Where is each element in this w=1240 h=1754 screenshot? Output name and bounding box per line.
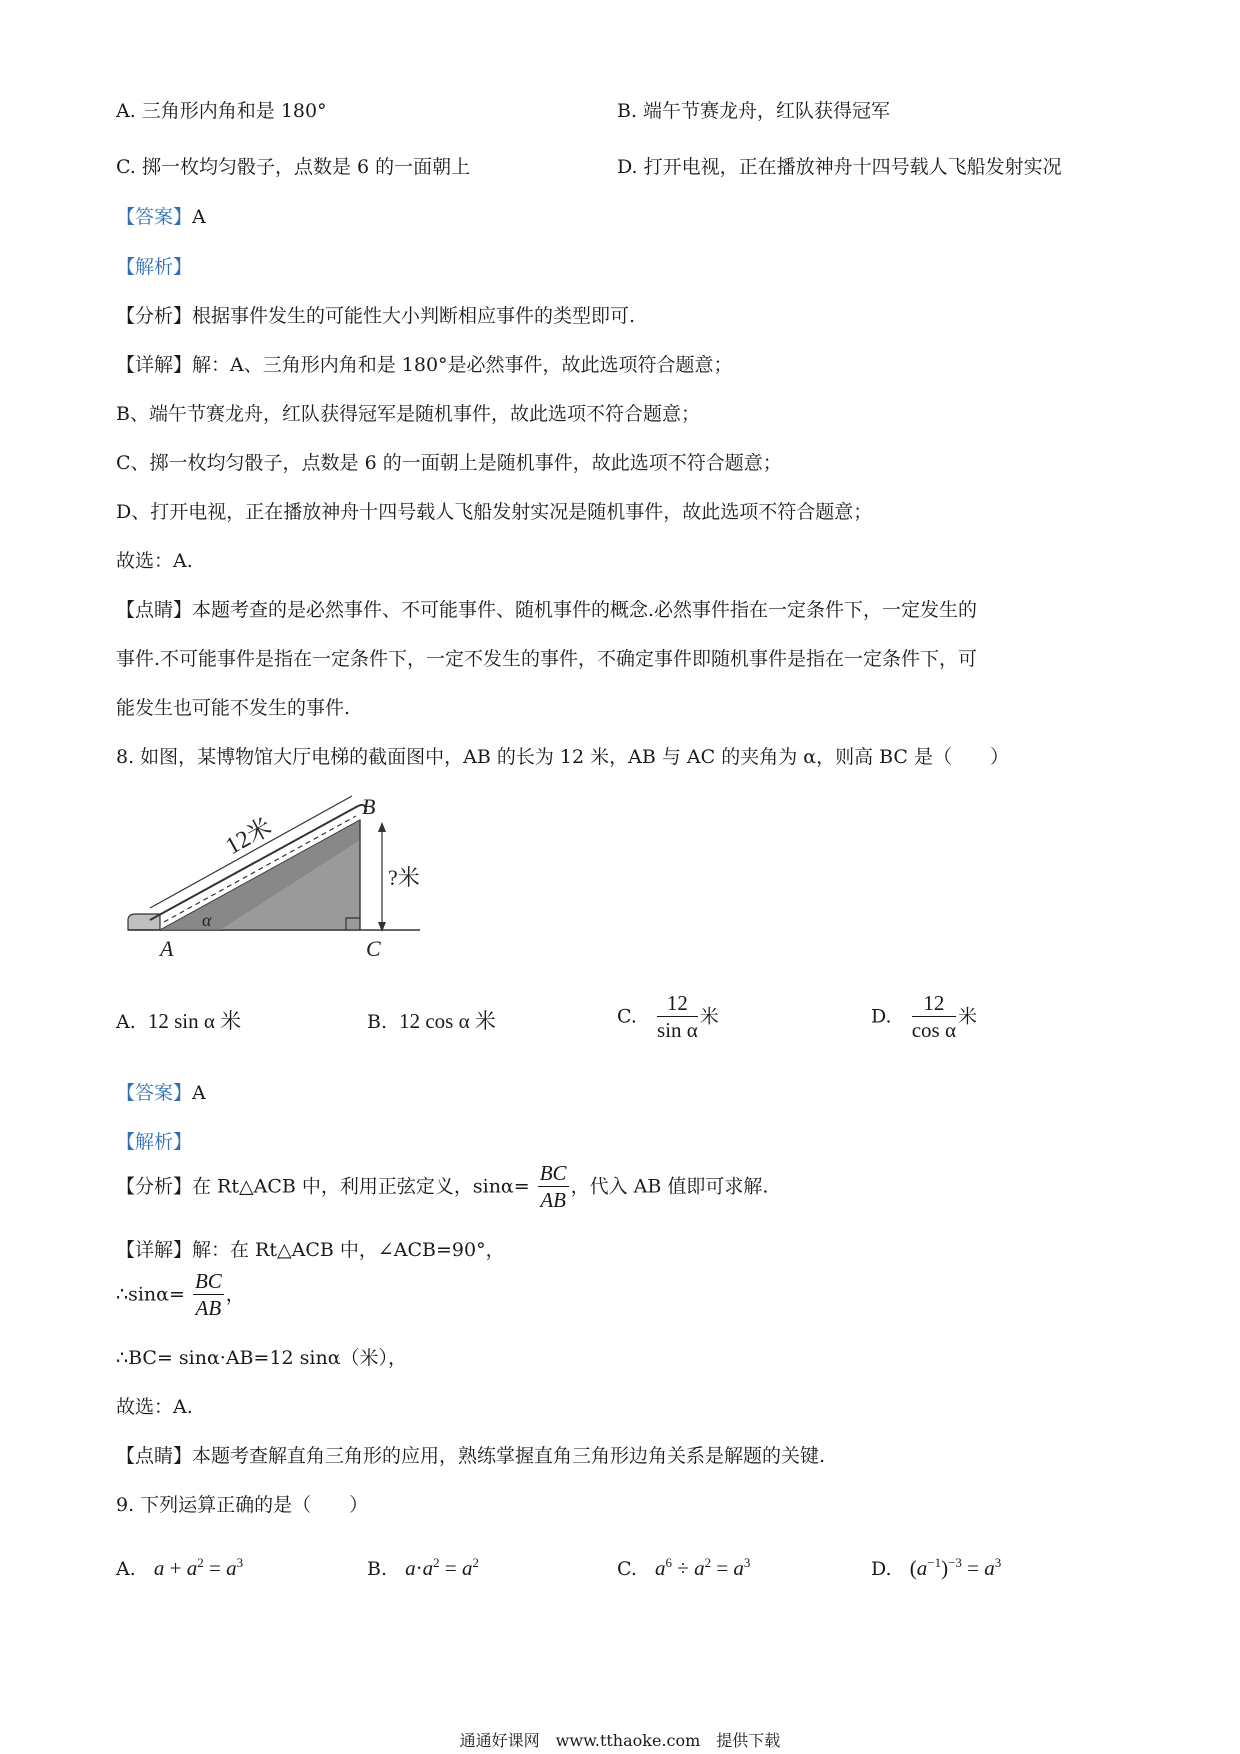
option-text: 12 cos α 米 — [399, 1009, 496, 1033]
q7-conclusion: 故选：A. — [116, 550, 193, 572]
q8-jiexi-tag: 【解析】 — [116, 1131, 193, 1153]
fraction-denominator: AB — [540, 1188, 566, 1212]
angle-alpha-label: α — [202, 910, 212, 930]
option-letter: C. — [617, 1005, 637, 1028]
q8-xiangjie — [116, 1237, 505, 1263]
sine-fraction — [538, 1160, 569, 1213]
fenxi-text-post: ，代入 AB 值即可求解. — [570, 1175, 769, 1198]
q9-stem: 9. 下列运算正确的是（ ） — [116, 1494, 369, 1516]
page-footer: 通通好课网 www.tthaoke.com 提供下载 — [459, 1731, 781, 1750]
option-letter: D. — [871, 1005, 892, 1028]
q8-stem: 8. 如图，某博物馆大厅电梯的截面图中，AB 的长为 12 米，AB 与 AC 的夹角为 α，则高 BC 是（ ） — [116, 746, 1010, 768]
q7-line-b: B、端午节赛龙舟，红队获得冠军是随机事件，故此选项不符合题意； — [116, 403, 700, 425]
fraction-denominator: cos α — [911, 1018, 956, 1042]
length-label: 12米 — [221, 814, 277, 861]
option-formula: $a^6 \div a^2 = a^3$ — [655, 1555, 751, 1580]
step-text-post: ， — [225, 1283, 245, 1306]
escalator-figure — [120, 780, 430, 965]
fenxi-tag: 【分析】 — [116, 1175, 193, 1198]
q8-option-a — [116, 1008, 241, 1035]
dianjing-tag: 【点睛】 — [116, 599, 193, 621]
dianjing-text: 本题考查解直角三角形的应用，熟练掌握直角三角形边角关系是解题的关键. — [192, 1445, 826, 1467]
option-letter: A. — [116, 1558, 136, 1580]
q7-jiexi-tag: 【解析】 — [116, 256, 193, 278]
fraction-numerator: 12 — [912, 990, 956, 1017]
fenxi-text: 根据事件发生的可能性大小判断相应事件的类型即可. — [192, 305, 636, 327]
fraction-numerator: BC — [539, 1161, 567, 1185]
fraction-denominator: sin α — [657, 1018, 698, 1042]
option-letter: C. — [617, 1558, 637, 1580]
q8-step-1 — [116, 1268, 245, 1321]
fraction-numerator: BC — [194, 1269, 222, 1293]
option-letter: A. — [116, 1011, 136, 1033]
answer-tag: 【答案】 — [116, 206, 193, 228]
dianjing-tag: 【点睛】 — [116, 1445, 193, 1467]
xiangjie-tag: 【详解】 — [116, 1239, 193, 1261]
option-formula: $a + a^2 = a^3$ — [153, 1555, 244, 1580]
point-c-label: C — [366, 936, 381, 961]
fraction-denominator: AB — [195, 1296, 222, 1320]
q8-step-2: ∴BC= sinα·AB=12 sinα（米）， — [116, 1347, 408, 1369]
option-fraction — [912, 990, 956, 1043]
option-letter: D. — [871, 1558, 892, 1580]
point-a-label: A — [160, 936, 174, 961]
point-b-label: B — [362, 794, 376, 819]
q9-option-a — [116, 1550, 243, 1582]
q8-option-d — [871, 990, 977, 1043]
q7-line-d: D、打开电视，正在播放神舟十四号载人飞船发射实况是随机事件，故此选项不符合题意； — [116, 501, 873, 523]
q8-fenxi — [116, 1160, 768, 1213]
q7-option-c: C. 掷一枚均匀骰子，点数是 6 的一面朝上 — [116, 156, 471, 178]
option-unit: 米 — [957, 1005, 977, 1028]
fenxi-text-pre: 在 Rt△ACB 中，利用正弦定义，sinα= — [192, 1175, 530, 1198]
option-formula: $a\cdot a^2 = a^2$ — [405, 1555, 479, 1580]
fraction-numerator: 12 — [657, 990, 698, 1017]
q9-option-b — [367, 1550, 479, 1582]
q7-option-a: A. 三角形内角和是 180° — [116, 100, 327, 122]
q7-answer — [116, 204, 206, 230]
step-text-pre: ∴sinα= — [116, 1283, 185, 1306]
q7-option-b: B. 端午节赛龙舟，红队获得冠军 — [617, 100, 891, 122]
q9-option-d — [871, 1550, 1001, 1582]
option-letter: B. — [367, 1558, 388, 1580]
xiangjie-tag: 【详解】 — [116, 354, 193, 376]
answer-value: A — [192, 206, 206, 228]
q7-option-d: D. 打开电视，正在播放神舟十四号载人飞船发射实况 — [617, 156, 1062, 178]
q8-option-b — [367, 1008, 496, 1035]
option-text: 12 sin α 米 — [147, 1009, 242, 1033]
dianjing-text: 本题考查的是必然事件、不可能事件、随机事件的概念.必然事件指在一定条件下，一定发生的 — [192, 599, 978, 621]
q7-line-c: C、掷一枚均匀骰子，点数是 6 的一面朝上是随机事件，故此选项不符合题意； — [116, 452, 782, 474]
option-letter: B. — [367, 1011, 388, 1033]
xiangjie-text: 解：在 Rt△ACB 中，∠ACB=90°， — [192, 1239, 505, 1261]
height-arrow-top — [378, 822, 386, 832]
option-formula: $(a^{-1})^{-3} = a^3$ — [909, 1555, 1002, 1580]
q8-answer — [116, 1080, 206, 1106]
answer-value: A — [192, 1082, 206, 1104]
q7-dianjing-2: 事件.不可能事件是指在一定条件下，一定不发生的事件，不确定事件即随机事件是指在一定条件下，可 — [116, 648, 978, 670]
fenxi-tag: 【分析】 — [116, 305, 193, 327]
q7-dianjing-3: 能发生也可能不发生的事件. — [116, 697, 351, 719]
q7-fenxi — [116, 303, 635, 329]
answer-tag: 【答案】 — [116, 1082, 193, 1104]
q8-option-c — [617, 990, 719, 1043]
xiangjie-text: 解：A、三角形内角和是 180°是必然事件，故此选项符合题意； — [192, 354, 733, 376]
q8-conclusion: 故选：A. — [116, 1396, 193, 1418]
option-unit: 米 — [699, 1005, 719, 1028]
q7-xiangjie — [116, 352, 733, 378]
q9-option-c — [617, 1550, 750, 1582]
height-label: ?米 — [388, 865, 420, 890]
sine-fraction — [193, 1268, 224, 1321]
q8-dianjing — [116, 1443, 825, 1469]
q7-dianjing-1 — [116, 597, 977, 623]
option-fraction — [657, 990, 698, 1043]
